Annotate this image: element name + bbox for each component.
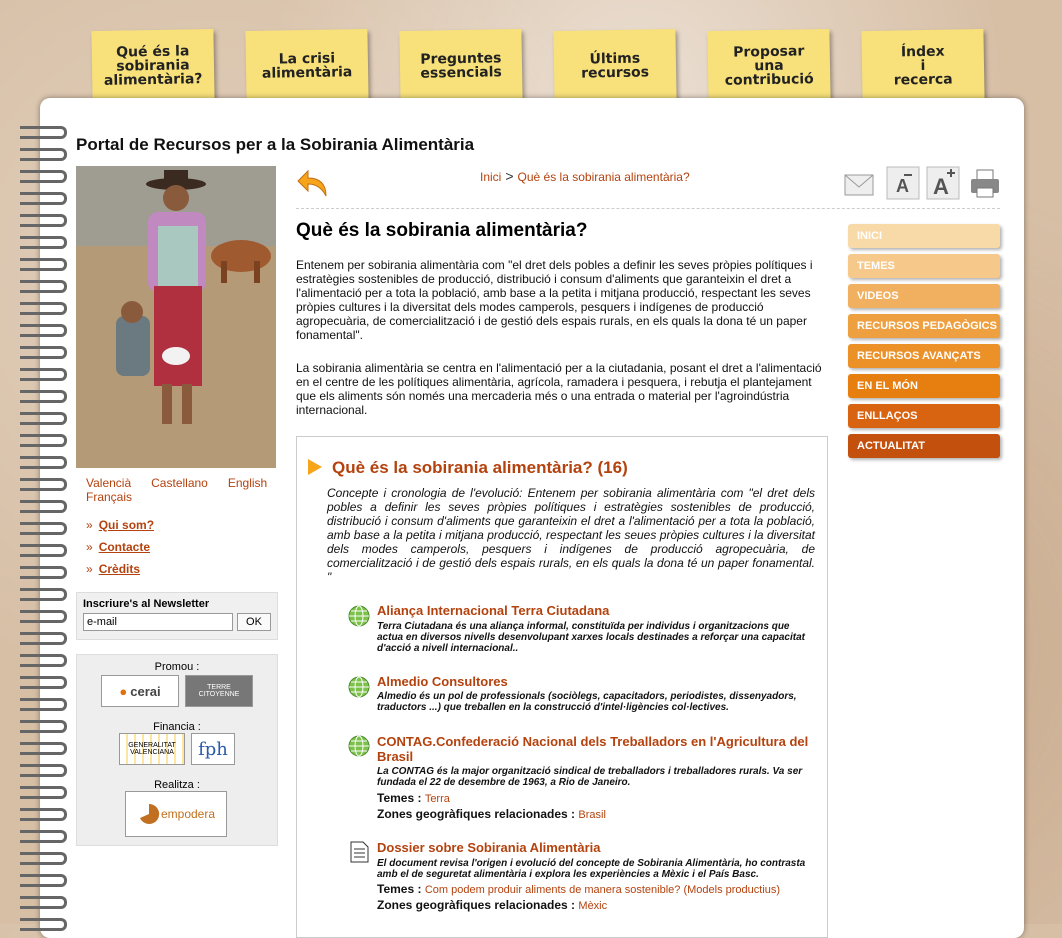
logo-empodera[interactable]: empodera	[125, 791, 227, 837]
language-selector	[86, 476, 286, 504]
portal-title: Portal de Recursos per a la Sobirania Alimentària	[76, 135, 475, 154]
lang-francais[interactable]: Français	[86, 490, 133, 504]
increase-font-icon[interactable]	[926, 166, 960, 200]
back-arrow-icon[interactable]	[296, 166, 330, 200]
tab-proposar[interactable]: Proposar una contribució	[707, 29, 830, 103]
tag-link[interactable]: Com podem produir aliments de manera sostenible? (Models productius)	[424, 884, 781, 896]
newsletter-box	[76, 592, 278, 640]
intro-paragraph-2: La sobirania alimentària se centra en l'alimentació per a la ciutadania, posant el dret a l'alimentació en el centre de les polítiques alimentària, agrícola, ramadera i pesquera, i rebutja el plantejament que els aliments són només una mercaderia més o una entrada o material per l'agroindústria internacional.	[296, 361, 822, 417]
newsletter-ok-button[interactable]: OK	[237, 613, 271, 631]
menu-enllacos[interactable]: ENLLAÇOS	[848, 404, 1000, 428]
print-icon[interactable]	[968, 166, 1002, 200]
tab-ultims[interactable]: Últims recursos	[553, 29, 676, 103]
resource-temes: Temes : Terra	[377, 791, 450, 805]
breadcrumb-home[interactable]: Inici	[480, 170, 502, 184]
spiral-ring	[20, 610, 67, 623]
menu-recursos-pedagogics[interactable]: RECURSOS PEDAGÒGICS	[848, 314, 1000, 338]
menu-videos[interactable]: VIDEOS	[848, 284, 1000, 308]
empodera-mark-icon	[137, 802, 161, 826]
resource-desc: Almedio és un pol de professionals (sociòlegs, capacitadors, periodistes, dissenyadors, traductors ...) que treballen en la construcció d'intel·ligències col·lectives.	[377, 691, 797, 713]
spiral-ring	[20, 874, 67, 887]
tab-index[interactable]: Índex i recerca	[861, 29, 984, 103]
resource-zones: Zones geogràfiques relacionades : Mèxic	[377, 898, 608, 912]
logo-terre-citoyenne[interactable]: TERRE CITOYENNE	[185, 675, 253, 707]
spiral-ring	[20, 764, 67, 777]
resource-title-contag[interactable]: CONTAG.Confederació Nacional dels Treballadors en l'Agricultura del Brasil	[377, 734, 809, 764]
sponsors-box	[76, 654, 278, 846]
spiral-ring	[20, 434, 67, 447]
page-title: Què és la sobirania alimentària?	[296, 220, 588, 241]
spiral-ring	[20, 852, 67, 865]
resource-desc: El document revisa l'origen i evolució del concepte de Sobirania Alimentària, ho contrasta amb el de seguretat alimentària i explora les experiències a Mèxic i el País Basc.	[377, 858, 806, 880]
spiral-ring	[20, 588, 67, 601]
spiral-ring	[20, 390, 67, 403]
spiral-ring	[20, 742, 67, 755]
globe-icon	[348, 605, 370, 627]
spiral-ring	[20, 676, 67, 689]
header-photo	[76, 166, 276, 468]
resources-title[interactable]: Què és la sobirania alimentària? (16)	[332, 458, 628, 477]
svg-text:A: A	[896, 176, 909, 196]
spiral-ring	[20, 456, 67, 469]
link-qui-som[interactable]: » Qui som?	[86, 518, 155, 532]
spiral-ring	[20, 170, 67, 183]
spiral-ring	[20, 720, 67, 733]
spiral-ring	[20, 544, 67, 557]
resource-title-terra-ciutadana[interactable]: Aliança Internacional Terra Ciutadana	[377, 603, 610, 618]
spiral-ring	[20, 258, 67, 271]
decrease-font-icon[interactable]	[886, 166, 920, 200]
spiral-ring	[20, 522, 67, 535]
menu-recursos-avancats[interactable]: RECURSOS AVANÇATS	[848, 344, 1000, 368]
newsletter-email-input[interactable]	[83, 613, 233, 631]
menu-actualitat[interactable]: ACTUALITAT	[848, 434, 1000, 458]
promou-label: Promou :	[154, 661, 200, 673]
spiral-ring	[20, 346, 67, 359]
resource-title-almedio[interactable]: Almedio Consultores	[377, 674, 508, 689]
svg-text:A: A	[933, 174, 949, 199]
document-icon	[348, 841, 370, 863]
newsletter-label: Inscriure's al Newsletter	[83, 598, 210, 610]
resource-zones: Zones geogràfiques relacionades : Brasil	[377, 807, 606, 821]
spiral-ring	[20, 896, 67, 909]
spiral-ring	[20, 236, 67, 249]
tab-preguntes[interactable]: Preguntes essencials	[399, 29, 522, 103]
resource-desc: La CONTAG és la major organització sindical de treballadors i treballadores rurals. Va ser fundada el 22 de desembre de 1963, a Rio de Janeiro.	[377, 766, 803, 788]
spiral-ring	[20, 698, 67, 711]
breadcrumb: Inici > Què és la sobirania alimentària?	[480, 168, 690, 184]
chevron-right-icon: »	[86, 540, 93, 554]
financia-label: Financia :	[153, 721, 201, 733]
lang-castellano[interactable]: Castellano	[151, 476, 208, 490]
spiral-ring	[20, 324, 67, 337]
globe-icon	[348, 735, 370, 757]
resource-title-dossier[interactable]: Dossier sobre Sobirania Alimentària	[377, 840, 601, 855]
menu-en-el-mon[interactable]: EN EL MÓN	[848, 374, 1000, 398]
logo-fph[interactable]: fph	[191, 733, 235, 765]
tab-que-es[interactable]: Qué és la sobirania alimentària?	[91, 29, 214, 103]
resource-temes: Temes : Com podem produir aliments de manera sostenible? (Models productius)	[377, 882, 781, 896]
chevron-right-icon: »	[86, 518, 93, 532]
spiral-ring	[20, 918, 67, 931]
spiral-ring	[20, 808, 67, 821]
section-menu	[848, 224, 1000, 464]
spiral-ring	[20, 478, 67, 491]
spiral-ring	[20, 192, 67, 205]
menu-temes[interactable]: TEMES	[848, 254, 1000, 278]
email-icon[interactable]	[842, 166, 876, 200]
spiral-ring	[20, 786, 67, 799]
spiral-ring	[20, 500, 67, 513]
lang-english[interactable]: English	[227, 476, 268, 490]
logo-generalitat[interactable]: GENERALITAT VALENCIANA	[119, 733, 185, 765]
tab-la-crisi[interactable]: La crisi alimentària	[245, 29, 368, 103]
resource-desc: Terra Ciutadana és una aliança informal, constituïda per individus i organitzacions que actua en diversos nivells desenvolupant xarxes locals destinades a reforçar una capacitat d'acció a nivell internacional..	[377, 621, 805, 654]
intro-paragraph-1: Entenem per sobirania alimentària com "el dret dels pobles a definir les seves pròpies polítiques i estratègies sostenibles de producció, distribució i consum d'aliments que garanteixin el dret a l'alimentació per a tota la població, amb base a la petita i mitjana producció, respectant les seves pròpies cultures i la diversitat dels modes camperols, pesquers i indígenes de producció agropecuària, de comercialització i de gestió dels espais rurals, en els quals la dona té un paper fonamental".	[296, 258, 813, 342]
spiral-ring	[20, 632, 67, 645]
menu-inici[interactable]: INICI	[848, 224, 1000, 248]
spiral-ring	[20, 830, 67, 843]
lang-valencia[interactable]: Valencià	[86, 476, 132, 490]
spiral-ring	[20, 368, 67, 381]
resources-description: Concepte i cronologia de l'evolució: Entenem per sobirania alimentària com "el dret dels pobles a definir les seves pròpies polítiques i estratègies sostenibles de producció, distribució i consum d'aliments que garanteixin el dret a l'alimentació per a tota la població, amb base a la petita i mitjana producció, respectant les seues pròpies cultures i la diversitat dels modes camperols, pesquers i indígenes de producció agropecuària, de comercialització i de gestió dels espais rurals, en els quals la dona té un paper fonamental. "	[327, 486, 815, 584]
tag-link[interactable]: Terra	[424, 793, 450, 805]
zone-link[interactable]: Mèxic	[578, 900, 608, 912]
breadcrumb-current[interactable]: Què és la sobirania alimentària?	[517, 170, 690, 184]
spiral-ring	[20, 214, 67, 227]
spiral-ring	[20, 654, 67, 667]
spiral-ring	[20, 148, 67, 161]
link-credits[interactable]: » Crèdits	[86, 562, 141, 576]
toolbar-divider	[296, 208, 1000, 209]
spiral-ring	[20, 566, 67, 579]
spiral-ring	[20, 280, 67, 293]
triangle-right-icon	[307, 458, 323, 476]
zone-link[interactable]: Brasil	[578, 809, 606, 821]
realitza-label: Realitza :	[154, 779, 200, 791]
globe-icon	[348, 676, 370, 698]
side-links	[86, 518, 154, 584]
chevron-right-icon: »	[86, 562, 93, 576]
spiral-ring	[20, 412, 67, 425]
logo-cerai[interactable]: ● cerai	[101, 675, 179, 707]
spiral-ring	[20, 302, 67, 315]
spiral-ring	[20, 126, 67, 139]
link-contacte[interactable]: » Contacte	[86, 540, 151, 554]
